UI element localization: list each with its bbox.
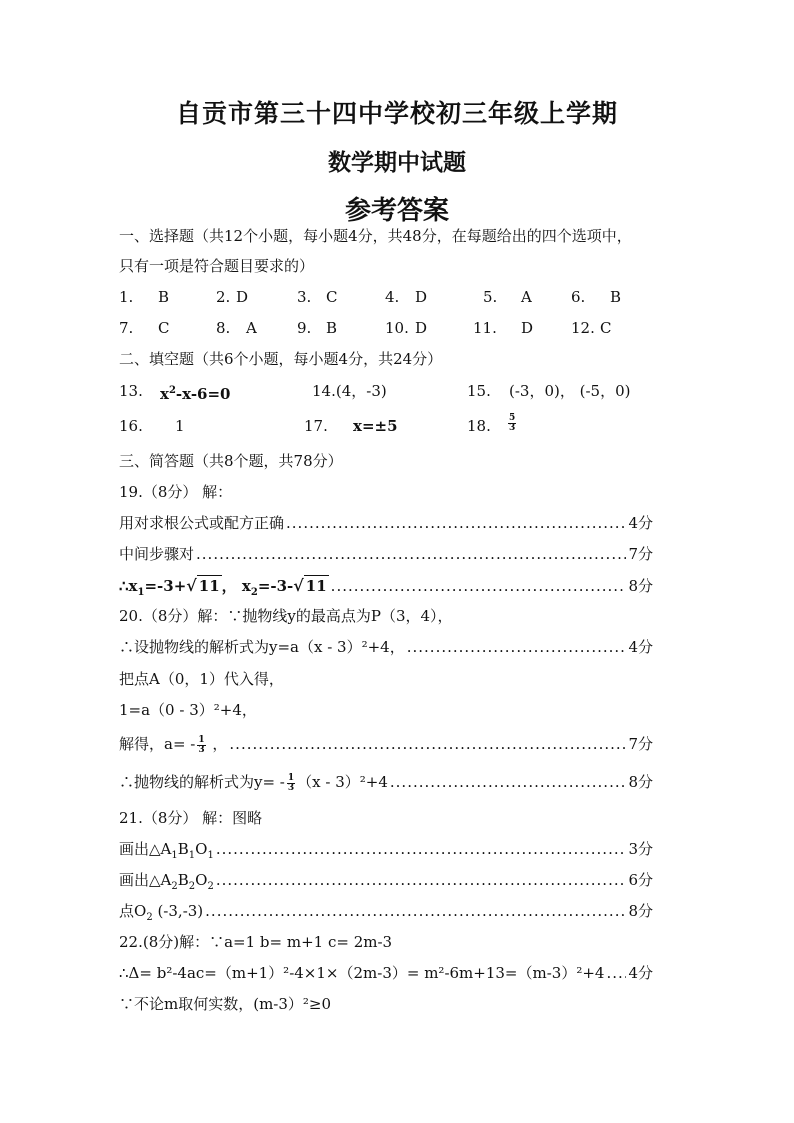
q19-step-2: 中间步骤对 ..... 7分 (119, 544, 653, 564)
q20-step-1: ∴设抛物线的解析式为y=a（x - 3）²+4， ..... 4分 (119, 637, 653, 657)
fill-q16-num: 16. (119, 417, 143, 435)
q20-step-4: 解得，a= - $\frac{1}{3}$ ， ..... 7分 (119, 734, 653, 754)
q19-header: 19.（8分） 解： (119, 483, 233, 501)
choice-ans: B (610, 288, 622, 306)
choice-num: 8. (216, 319, 231, 337)
section2-heading: 二、填空题（共6个小题，每小题4分，共24分） (119, 350, 443, 368)
choice-num: 6. (571, 288, 586, 306)
choice-ans: A (246, 319, 257, 337)
fill-q17-answer: x=±5 (353, 417, 398, 435)
choice-num: 2. (216, 288, 231, 306)
choice-ans: D (415, 288, 428, 306)
choice-ans: D (236, 288, 249, 306)
choice-num: 3. (297, 288, 312, 306)
q20-step-2: 把点A（0，1）代入得， (119, 670, 284, 688)
q20-header: 20.（8分）解：∵抛物线y的最高点为P（3，4）， (119, 607, 453, 625)
fill-q15-num: 15. (467, 382, 491, 400)
fill-q15-answer: (-3，0)， (-5，0) (509, 382, 631, 400)
fill-q14: 14.(4，-3) (312, 382, 387, 400)
choice-num: 10. (385, 319, 409, 337)
sqrt-icon: √ (186, 576, 197, 595)
fill-q18-answer: $\frac{5}{3}$ (509, 412, 516, 433)
choice-ans: B (158, 288, 170, 306)
q19-step-3: $\therefore x_1=-3+√$ 11 ， $x_2=-3-√$ 11 ..... 8分 (119, 575, 653, 595)
section1-heading-cont: 只有一项是符合题目要求的） (119, 257, 315, 275)
choice-num: 1. (119, 288, 134, 306)
doc-title-exam: 数学期中试题 (328, 149, 466, 176)
q20-step-3: 1=a（0 - 3）²+4， (119, 701, 257, 719)
section3-heading: 三、简答题（共8个题，共78分） (119, 452, 343, 470)
fill-q16-answer: 1 (175, 417, 185, 435)
fill-q17-num: 17. (304, 417, 328, 435)
sqrt-icon: √ (293, 576, 304, 595)
choice-num: 9. (297, 319, 312, 337)
fill-q18-num: 18. (467, 417, 491, 435)
doc-title-answers: 参考答案 (344, 196, 449, 226)
q22-step-2: ∵不论m取何实数，(m-3）²≥0 (119, 995, 332, 1013)
q22-step-1: ∴Δ= b²-4ac=（m+1）²-4×1×（2m-3）= m²-6m+13=（m-3）²+4 ..... 4分 (119, 963, 653, 983)
q21-step-1: 画出$\triangle A_1B_1O_1$ ..... 3分 (119, 839, 653, 859)
choice-ans: C (158, 319, 170, 337)
choice-ans: D (415, 319, 428, 337)
fill-q13-answer: $x^2-x-6=0$ (160, 385, 231, 403)
q19-step-1: 用对求根公式或配方正确 ..... 4分 (119, 513, 653, 533)
choice-num: 5. (483, 288, 498, 306)
doc-title-school: 自贡市第三十四中学校初三年级上学期 (175, 99, 618, 128)
choice-ans: B (326, 319, 338, 337)
q21-header: 21.（8分） 解：图略 (119, 809, 263, 827)
choice-ans: C (326, 288, 338, 306)
choice-ans: D (521, 319, 534, 337)
q22-header: 22.(8分)解：∵a=1 b= m+1 c= 2m-3 (119, 933, 393, 951)
choice-num: 4. (385, 288, 400, 306)
choice-num: 11. (473, 319, 497, 337)
q21-step-3: 点$O_2$ (-3,-3) ..... 8分 (119, 901, 653, 921)
choice-ans: A (521, 288, 532, 306)
choice-num: 12. (571, 319, 595, 337)
q21-step-2: 画出$\triangle A_2B_2O_2$ ..... 6分 (119, 870, 653, 890)
section1-heading: 一、选择题（共12个小题，每小题4分，共48分，在每题给出的四个选项中， (119, 227, 632, 245)
fill-q13-num: 13. (119, 382, 143, 400)
choice-num: 7. (119, 319, 134, 337)
choice-ans: C (600, 319, 612, 337)
q20-step-5: ∴抛物线的解析式为y= - $\frac{1}{3}$ （x - 3）²+4 ..... 8分 (119, 772, 653, 792)
